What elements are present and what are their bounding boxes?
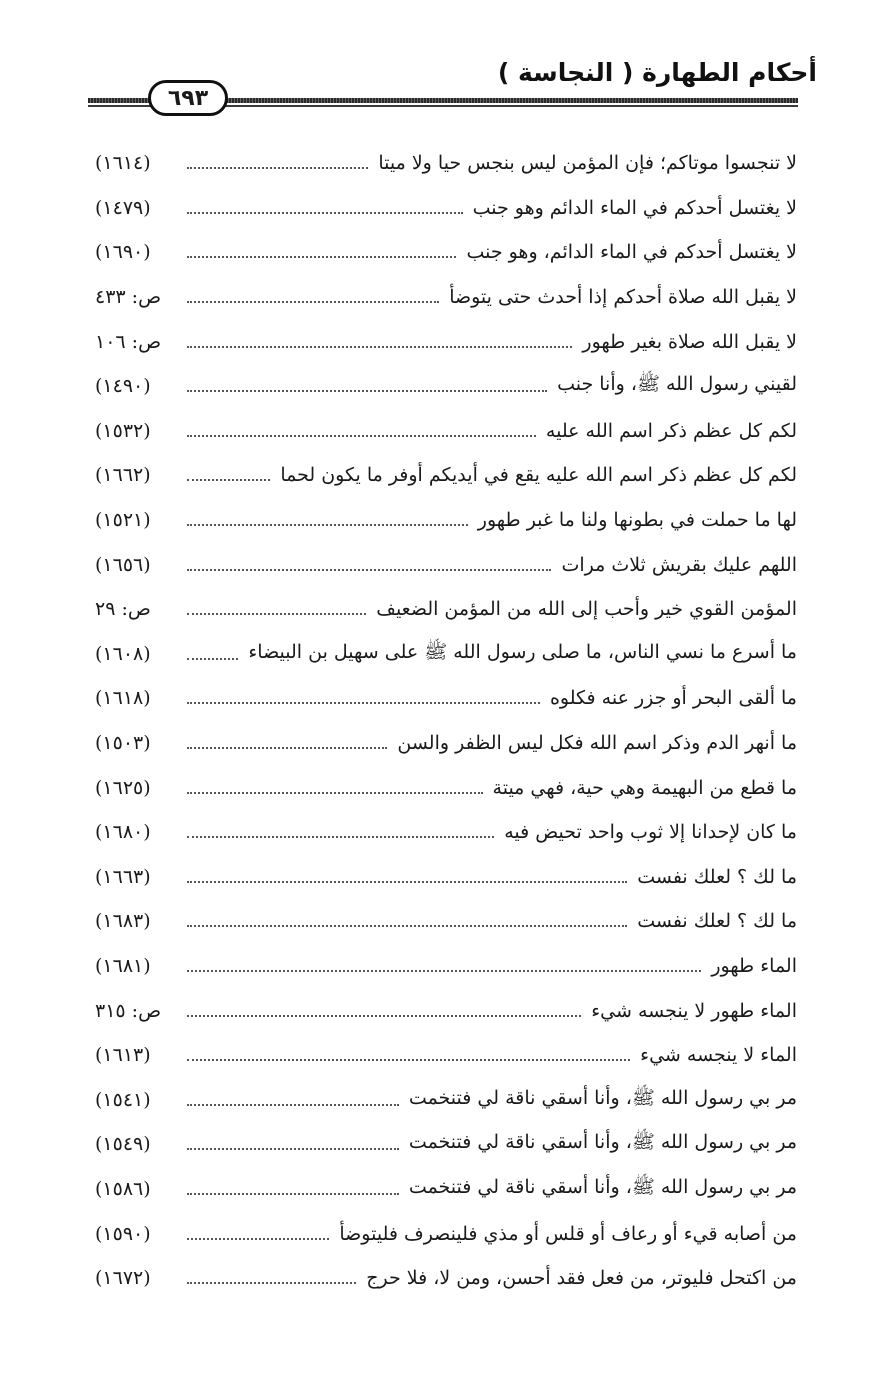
entry-text: الماء طهور لا ينجسه شيء	[591, 999, 797, 1022]
entry-text: مر بي رسول الله ﷺ، وأنا أسقي ناقة لي فتنخمت	[408, 1175, 797, 1198]
dot-leader	[187, 925, 627, 927]
entry-reference: (١٥٩٠)	[95, 1222, 151, 1245]
entry-reference: (١٦١٨)	[95, 687, 151, 710]
entry-reference: (١٦٦٣)	[95, 865, 151, 888]
entry-text: لقيني رسول الله ﷺ، وأنا جنب	[557, 373, 797, 396]
entry-text: الماء طهور	[711, 954, 797, 977]
dot-leader	[187, 658, 238, 660]
index-entry	[95, 988, 797, 1033]
dot-leader	[187, 702, 540, 704]
index-entry	[95, 141, 797, 186]
dot-leader	[187, 390, 547, 392]
dot-leader	[187, 970, 701, 972]
entry-text: المؤمن القوي خير وأحب إلى الله من المؤمن الضعيف	[376, 598, 797, 621]
index-entry	[95, 275, 797, 320]
entry-text: لا يغتسل أحدكم في الماء الدائم وهو جنب	[472, 196, 797, 219]
entry-text: ما ألقى البحر أو جزر عنه فكلوه	[549, 687, 797, 710]
index-entry	[95, 721, 797, 766]
entry-text: اللهم عليك بقريش ثلاث مرات	[561, 553, 797, 576]
index-entry	[95, 319, 797, 364]
dot-leader	[187, 479, 270, 481]
entry-reference: (١٤٧٩)	[95, 196, 151, 219]
entry-text: ما لك ؟ لعلك نفست	[637, 910, 797, 933]
entry-text: من اكتحل فليوتر، من فعل فقد أحسن، ومن لا، فلا حرج	[366, 1267, 797, 1290]
dot-leader	[187, 1238, 329, 1240]
dot-leader	[187, 1104, 399, 1106]
dot-leader	[187, 881, 627, 883]
entry-text: لكم كل عظم ذكر اسم الله عليه	[545, 419, 797, 442]
index-entry	[95, 409, 797, 454]
entry-reference: (١٤٩٠)	[95, 375, 151, 398]
dot-leader	[187, 256, 456, 258]
running-title: أحكام الطهارة ( النجاسة )	[497, 58, 817, 87]
entry-text: مر بي رسول الله ﷺ، وأنا أسقي ناقة لي فتنخمت	[408, 1086, 797, 1109]
entry-reference: (١٥٨٦)	[95, 1177, 151, 1200]
dot-leader	[187, 167, 368, 169]
dot-leader	[187, 1282, 356, 1284]
index-entry	[95, 944, 797, 989]
entry-reference: (١٦٦٢)	[95, 464, 151, 487]
entry-reference: (١٦٨١)	[95, 954, 151, 977]
entry-text: لها ما حملت في بطونها ولنا ما غبر طهور	[477, 509, 797, 532]
index-entry	[95, 1167, 797, 1212]
index-entry	[95, 676, 797, 721]
index-entry	[95, 855, 797, 900]
entry-reference: (١٥٠٣)	[95, 732, 151, 755]
index-entry	[95, 542, 797, 587]
entry-text: ما قطع من البهيمة وهي حية، فهي ميتة	[492, 776, 797, 799]
entry-text: ما كان لإحدانا إلا ثوب واحد تحيض فيه	[504, 821, 797, 844]
index-entry	[95, 1122, 797, 1167]
index-entry	[95, 364, 797, 409]
dot-leader	[187, 792, 483, 794]
dot-leader	[187, 569, 551, 571]
entry-reference: ص: ٢٩	[95, 598, 151, 621]
entry-reference: ص: ٣١٥	[95, 999, 162, 1022]
entry-reference: (١٦١٤)	[95, 152, 151, 175]
dot-leader	[187, 524, 468, 526]
index-entry	[95, 587, 797, 632]
entry-reference: (١٥٢١)	[95, 509, 151, 532]
entry-text: لا يقبل الله صلاة أحدكم إذا أحدث حتى يتوضأ	[449, 286, 797, 309]
entry-reference: ص: ١٠٦	[95, 330, 162, 353]
entry-reference: (١٦٠٨)	[95, 642, 151, 665]
dot-leader	[187, 613, 366, 615]
dot-leader	[187, 1148, 399, 1150]
index-entry	[95, 453, 797, 498]
index-entry	[95, 1033, 797, 1078]
dot-leader	[187, 435, 536, 437]
page-header	[0, 0, 879, 130]
dot-leader	[187, 1059, 630, 1061]
entry-reference: (١٦٧٢)	[95, 1267, 151, 1290]
dot-leader	[187, 212, 463, 214]
index-entry	[95, 1256, 797, 1301]
entry-reference: (١٥٤٩)	[95, 1133, 151, 1156]
entry-text: من أصابه قيء أو رعاف أو قلس أو مذي فلينصرف فليتوضأ	[339, 1222, 797, 1245]
index-entry	[95, 899, 797, 944]
index-entry	[95, 230, 797, 275]
index-entry	[95, 1211, 797, 1256]
dot-leader	[187, 747, 387, 749]
index-entry	[95, 632, 797, 677]
dot-leader	[187, 1193, 399, 1195]
entry-text: ما لك ؟ لعلك نفست	[637, 865, 797, 888]
entry-reference: (١٦٨٣)	[95, 910, 151, 933]
index-entries-list	[95, 141, 797, 1300]
entry-reference: (١٦١٣)	[95, 1044, 151, 1067]
dot-leader	[187, 346, 572, 348]
entry-reference: (١٦٥٦)	[95, 553, 151, 576]
index-entry	[95, 765, 797, 810]
dot-leader	[187, 836, 494, 838]
index-entry	[95, 1077, 797, 1122]
entry-text: لا تنجسوا موتاكم؛ فإن المؤمن ليس بنجس حيا ولا ميتا	[378, 152, 797, 175]
dot-leader	[187, 301, 439, 303]
index-entry	[95, 810, 797, 855]
entry-text: مر بي رسول الله ﷺ، وأنا أسقي ناقة لي فتنخمت	[408, 1131, 797, 1154]
entry-text: الماء لا ينجسه شيء	[640, 1044, 797, 1067]
entry-reference: (١٥٤١)	[95, 1088, 151, 1111]
entry-reference: (١٦٢٥)	[95, 776, 151, 799]
entry-text: ما أنهر الدم وذكر اسم الله فكل ليس الظفر والسن	[397, 732, 797, 755]
page-number-badge: ٦٩٣	[148, 80, 228, 116]
entry-reference: (١٦٨٠)	[95, 821, 151, 844]
entry-text: ما أسرع ما نسي الناس، ما صلى رسول الله ﷺ على سهيل بن البيضاء	[248, 640, 797, 663]
index-entry	[95, 186, 797, 231]
entry-reference: (١٦٩٠)	[95, 241, 151, 264]
entry-reference: ص: ٤٣٣	[95, 286, 162, 309]
index-entry	[95, 498, 797, 543]
entry-text: لا يغتسل أحدكم في الماء الدائم، وهو جنب	[466, 241, 797, 264]
entry-text: لكم كل عظم ذكر اسم الله عليه يقع في أيديكم أوفر ما يكون لحما	[280, 464, 797, 487]
entry-text: لا يقبل الله صلاة بغير طهور	[582, 330, 797, 353]
entry-reference: (١٥٣٢)	[95, 419, 151, 442]
dot-leader	[187, 1015, 581, 1017]
